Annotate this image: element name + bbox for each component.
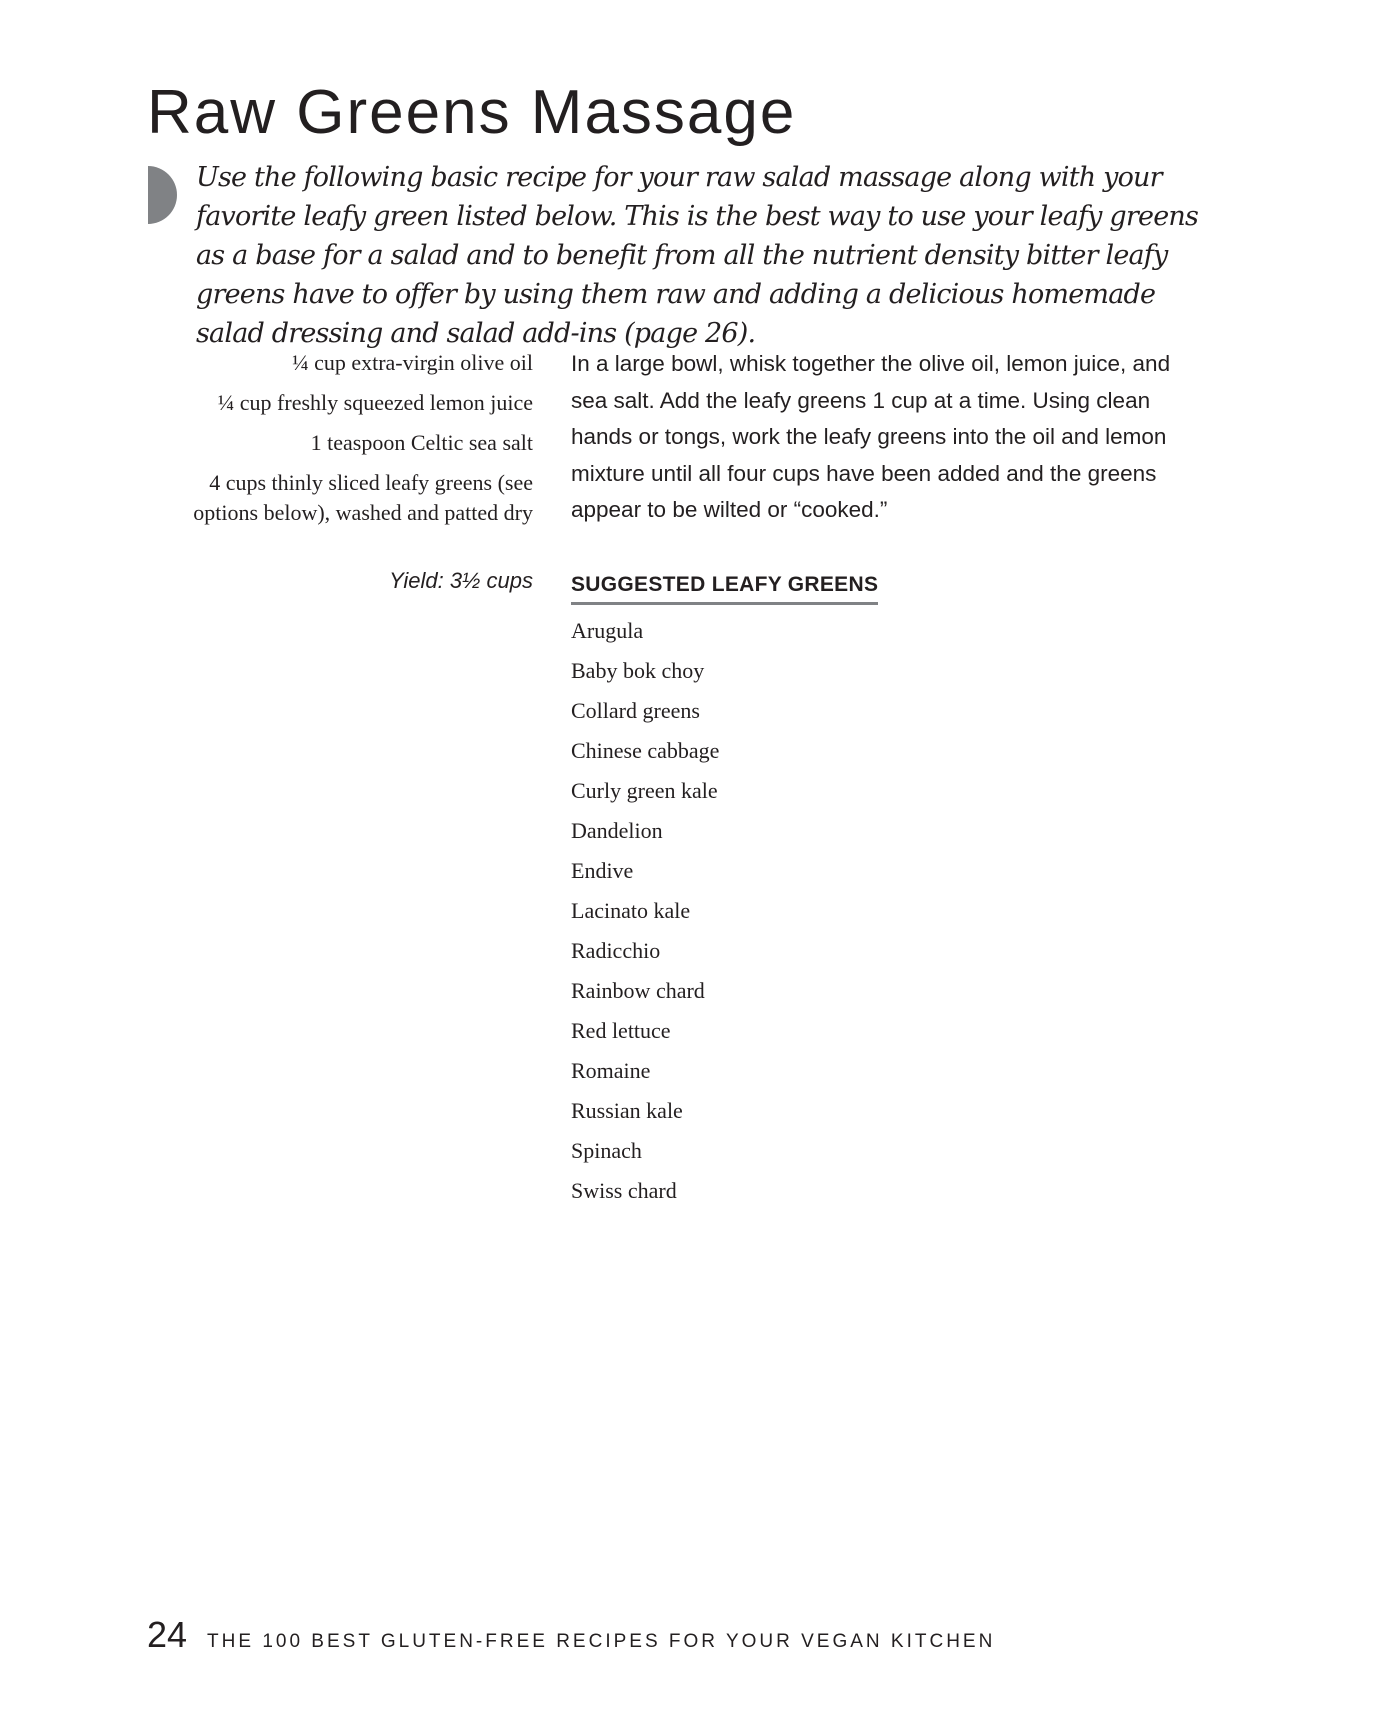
green-item: Spinach xyxy=(571,1138,642,1163)
half-circle-ornament-icon xyxy=(148,166,178,224)
ingredient-item: ¼ cup extra-virgin olive oil xyxy=(292,350,533,375)
ingredient-item: 4 cups thinly sliced leafy greens (see options below), washed and patted dry xyxy=(193,470,533,525)
ingredient-item: 1 teaspoon Celtic sea salt xyxy=(310,430,533,455)
green-item: Chinese cabbage xyxy=(571,738,720,763)
green-item: Dandelion xyxy=(571,818,663,843)
recipe-directions: In a large bowl, whisk together the olive oil, lemon juice, and sea salt. Add the leafy greens 1 cup at a time. Using clean hands or tongs, work the leafy greens into the oil and lemon mixture until all four cups have been added and the greens appear to be wilted or “cooked.” xyxy=(571,351,1171,522)
green-item: Collard greens xyxy=(571,698,700,723)
green-item: Baby bok choy xyxy=(571,658,705,683)
green-item: Lacinato kale xyxy=(571,898,691,923)
green-item: Arugula xyxy=(571,618,644,643)
green-item: Endive xyxy=(571,858,634,883)
ingredient-item: ¼ cup freshly squeezed lemon juice xyxy=(217,390,533,415)
green-item: Swiss chard xyxy=(571,1178,677,1203)
recipe-title: Raw Greens Massage xyxy=(147,78,797,147)
green-item: Radicchio xyxy=(571,938,661,963)
suggested-greens-heading: SUGGESTED LEAFY GREENS xyxy=(571,570,878,605)
suggested-greens-list xyxy=(571,611,719,1211)
page-footer xyxy=(147,1615,995,1662)
recipe-yield: Yield: 3½ cups xyxy=(389,568,533,593)
green-item: Russian kale xyxy=(571,1098,683,1123)
recipe-intro: Use the following basic recipe for your raw salad massage along with your favorite leafy green listed below. This is the best way to use your leafy greens as a base for a salad and to benefit from all the nutrient density bitter leafy greens have to offer by using them raw and adding a delicious homemade salad dressing and salad add-ins (page 26). xyxy=(196,162,1199,349)
page-number: 24 xyxy=(147,1614,188,1655)
ingredient-list xyxy=(140,348,533,538)
green-item: Curly green kale xyxy=(571,778,718,803)
green-item: Red lettuce xyxy=(571,1018,671,1043)
running-book-title: THE 100 BEST GLUTEN-FREE RECIPES FOR YOUR VEGAN KITCHEN xyxy=(207,1631,996,1652)
green-item: Rainbow chard xyxy=(571,978,705,1003)
green-item: Romaine xyxy=(571,1058,651,1083)
